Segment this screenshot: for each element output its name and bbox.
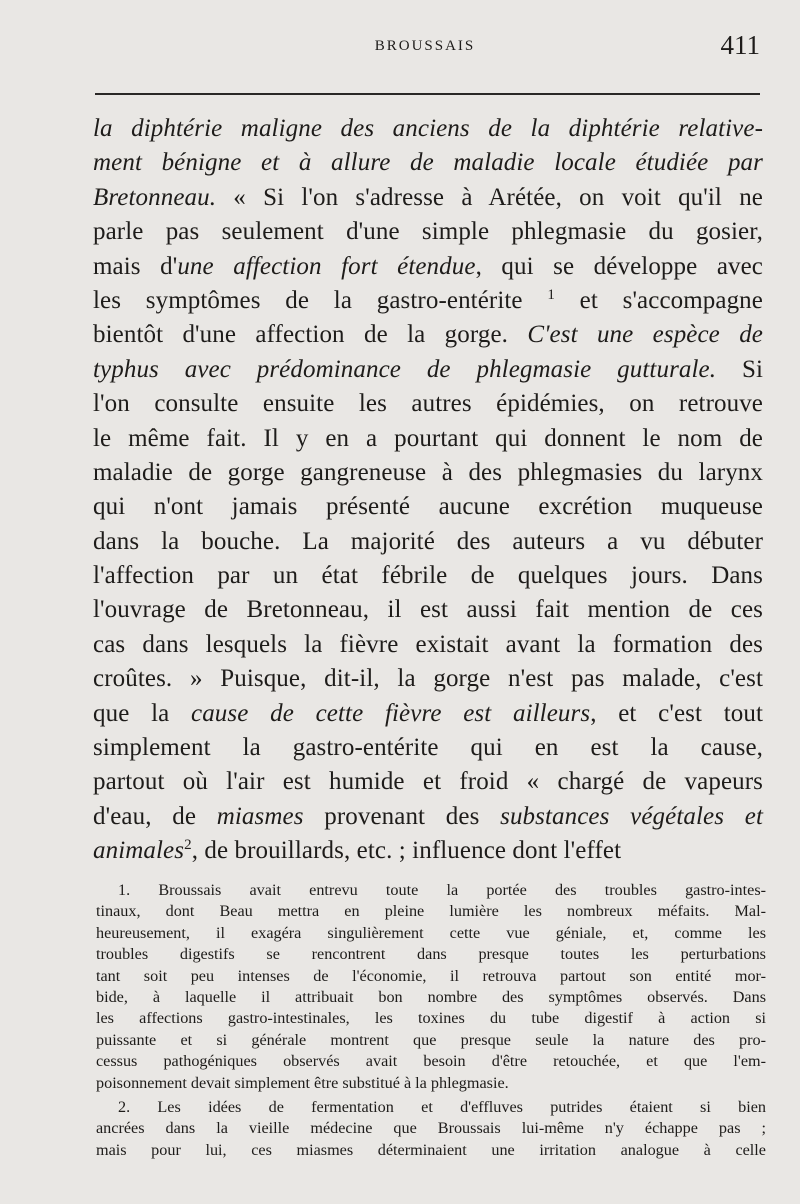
footnote-text: Les idées de fermentation et d'effluves putrides étaient si bien (157, 1097, 767, 1116)
footnote-label: 1. (118, 881, 159, 899)
italic-text: cause de cette fièvre est ailleurs (191, 699, 591, 727)
footnote-reference: 1 (547, 286, 555, 303)
footnote-text: cessus pathogéniques observés avait besoin d'être retouchée, et que l'em- (96, 1052, 766, 1071)
footnote-text: heureusement, il exagéra singulièrement cette vue géniale, et, comme les (96, 923, 766, 942)
text-segment: maladie de gorge gangreneuse à des phlegmasies du larynx (93, 458, 763, 486)
text-line (93, 593, 763, 627)
italic-text: animales (93, 837, 185, 865)
text-segment: dans la bouche. La majorité des auteurs a vu débuter (93, 527, 763, 555)
footnote-text: poisonnement devait simplement être substitué à la phlegmasie. (96, 1073, 509, 1092)
footnote-line (96, 966, 766, 987)
text-segment: , et c'est tout (590, 699, 763, 727)
text-segment: le même fait. Il y en a pourtant qui donnent le nom de (93, 424, 763, 452)
text-line (93, 112, 763, 146)
italic-text: la diphtérie maligne des anciens de la diphtérie relative- (93, 115, 763, 142)
text-line (93, 284, 763, 318)
footnote-line (96, 923, 766, 944)
text-line (93, 490, 763, 524)
page-number: 411 (720, 30, 760, 60)
text-line (93, 662, 763, 696)
text-line (93, 181, 763, 215)
text-line (93, 146, 763, 180)
text-line (93, 456, 763, 490)
text-segment: bientôt d'une affection de la gorge. (93, 321, 528, 349)
italic-text: miasmes (216, 802, 304, 830)
footnote-label: 2. (118, 1097, 158, 1116)
footnote-text: troubles digestifs se rencontrent dans presque toutes les perturbations (96, 945, 766, 964)
italic-text: typhus avec prédominance de phlegmasie gutturale. (93, 355, 717, 383)
text-segment: « Si l'on s'adresse à Arétée, on voit qu'il ne (216, 183, 763, 211)
text-segment: provenant des (303, 802, 501, 830)
footnote-text: Broussais avait entrevu toute la portée des troubles gastro-intes- (158, 881, 767, 899)
footnote-text: bide, à laquelle il attribuait bon nombre des symptômes observés. Dans (96, 987, 766, 1006)
footnote-line (96, 1073, 766, 1094)
footnote-text: ancrées dans la vieille médecine que Broussais lui-même n'y échappe pas ; (96, 1119, 766, 1138)
italic-text: une affection fort étendue (177, 252, 476, 280)
text-segment: croûtes. » Puisque, dit-il, la gorge n'est pas malade, c'est (93, 665, 763, 693)
text-line (93, 250, 763, 284)
footnote-text: tinaux, dont Beau mettra en pleine lumière les nombreux méfaits. Mal- (96, 902, 766, 921)
footnote-line (96, 1008, 766, 1029)
text-segment: parle pas seulement d'une simple phlegmasie du gosier, (93, 218, 763, 246)
footnote-line (96, 1118, 766, 1139)
footnote-line (96, 944, 766, 965)
footnote-line (96, 901, 766, 922)
text-line (93, 697, 763, 731)
text-line (93, 800, 763, 834)
footnote-line (96, 1140, 766, 1161)
text-segment: Si (716, 355, 763, 383)
text-segment: d'eau, de (93, 802, 217, 830)
text-line (93, 353, 763, 387)
text-segment: , de brouillards, etc. ; influence dont l'effet (191, 837, 622, 865)
footnote-reference: 2 (184, 837, 192, 854)
footnote-line (96, 1051, 766, 1072)
running-title: BROUSSAIS (374, 38, 476, 54)
text-segment: mais d' (93, 252, 178, 280)
main-text (93, 112, 763, 869)
text-segment: , qui se développe avec (475, 252, 764, 280)
footnote-line (96, 987, 766, 1008)
footnote-line (96, 880, 766, 901)
footnote-text: puissante et si générale montrent que presque seule la nature des pro- (96, 1030, 766, 1049)
text-line (93, 525, 763, 559)
text-segment: l'ouvrage de Bretonneau, il est aussi fait mention de ces (93, 596, 763, 624)
italic-text: ment bénigne et à allure de maladie locale étudiée par (93, 149, 763, 177)
text-line (93, 387, 763, 421)
text-line (93, 834, 763, 868)
italic-text: Bretonneau. (93, 183, 217, 211)
running-head (90, 30, 760, 70)
footnote-text: les affections gastro-intestinales, les toxines du tube digestif à action si (96, 1009, 766, 1028)
footnote-text: mais pour lui, ces miasmes déterminaient une irritation analogue à celle (96, 1140, 766, 1159)
italic-text: C'est une espèce de (527, 321, 763, 349)
text-line (93, 318, 763, 352)
text-segment: simplement la gastro-entérite qui en est la cause, (93, 734, 763, 762)
text-segment: partout où l'air est humide et froid « chargé de vapeurs (93, 768, 763, 796)
text-line (93, 422, 763, 456)
text-segment: que la (93, 699, 192, 727)
italic-text: substances végétales et (500, 802, 763, 830)
text-line (93, 559, 763, 593)
footnotes (96, 880, 766, 1161)
text-segment: l'on consulte ensuite les autres épidémies, on retrouve (93, 390, 763, 418)
text-line (93, 765, 763, 799)
text-segment: qui n'ont jamais présenté aucune excrétion muqueuse (93, 493, 763, 521)
footnote-line (96, 1030, 766, 1051)
text-segment: cas dans lesquels la fièvre existait avant la formation des (93, 630, 763, 658)
text-segment: l'affection par un état fébrile de quelques jours. Dans (93, 562, 763, 590)
text-line (93, 215, 763, 249)
header-rule (95, 93, 760, 95)
text-segment: les symptômes de la gastro-entérite (93, 286, 548, 314)
text-line (93, 731, 763, 765)
text-line (93, 628, 763, 662)
footnote-text: tant soit peu intenses de l'économie, il retrouva partout son entité mor- (96, 966, 766, 985)
text-segment: et s'accompagne (554, 286, 763, 314)
footnote-line (96, 1097, 766, 1118)
